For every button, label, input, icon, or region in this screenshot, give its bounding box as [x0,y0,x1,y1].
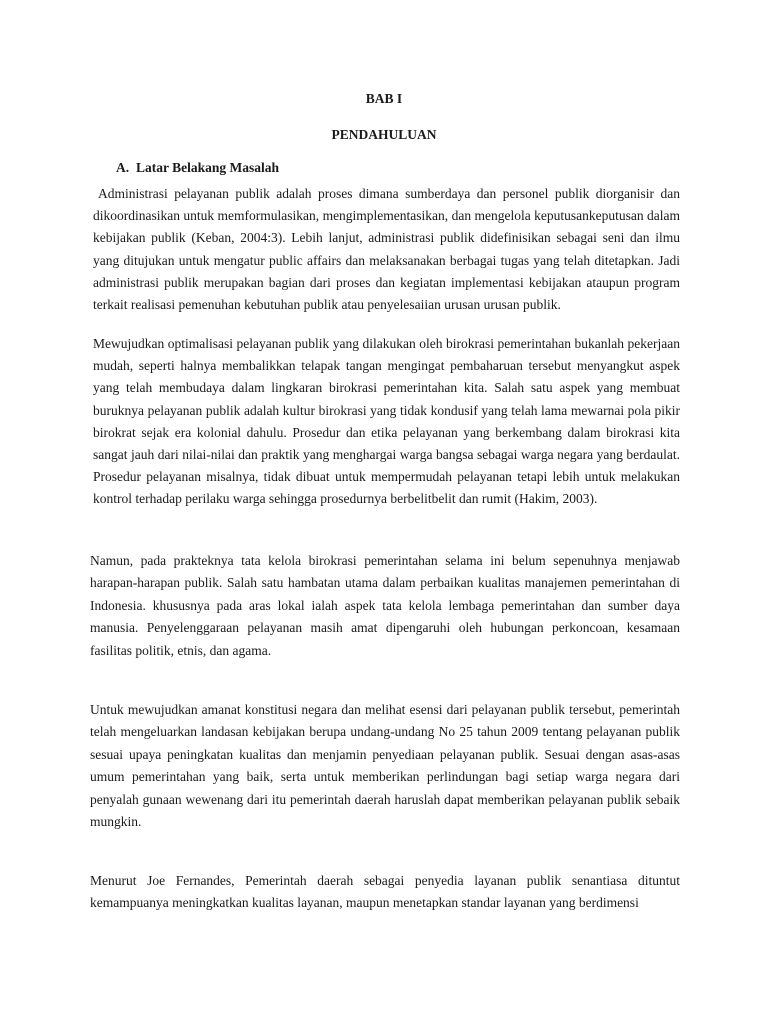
paragraph-4: Untuk mewujudkan amanat konstitusi negara dan melihat esensi dari pelayanan publik tersebut, pemerintah telah mengeluarkan landasan kebijakan berupa undang-undang No 25 tahun 2009 tentang pelayanan publik sesuai upaya peningkatan kualitas dan menjamin penyediaan pelayanan publik. Sesuai dengan asas-asas umum pemerintahan yang baik, serta untuk memberikan perlindungan bagi setiap warga negara dari penyalah gunaan wewenang dari itu pemerintah daerah haruslah dapat memberikan pelayanan publik sebaik mungkin. [90,702,680,830]
paragraph-5: Menurut Joe Fernandes, Pemerintah daerah sebagai penyedia layanan publik senantiasa dituntut kemampuanya meningkatkan kualitas layanan, maupun menetapkan standar layanan yang berdimensi [90,873,680,911]
section-marker: A. [116,160,130,175]
section-title: Latar Belakang Masalah [136,160,280,175]
paragraph-1: Administrasi pelayanan publik adalah proses dimana sumberdaya dan personel publik diorganisir dan dikoordinasikan untuk memformulasikan, mengimplementasikan, dan mengelola keputusankeputusan dalam kebijakan publik (Keban, 2004:3). Lebih lanjut, administrasi publik didefinisikan sebagai seni dan ilmu yang ditujukan untuk mengatur public affairs dan melaksanakan berbagai tugas yang telah ditetapkan. Jadi administrasi publik merupakan bagian dari proses dan kegiatan implementasi kebijakan ataupun program terkait realisasi pemenuhan kebutuhan publik atau penyelesaiian urusan urusan publik. [93,186,680,313]
paragraph-3: Namun, pada prakteknya tata kelola birokrasi pemerintahan selama ini belum sepenuhnya menjawab harapan-harapan publik. Salah satu hambatan utama dalam perbaikan kualitas manajemen pemerintahan di Indonesia. khususnya pada aras lokal ialah aspek tata kelola lembaga pemerintahan dan sumber daya manusia. Penyelenggaraan pelayanan masih amat dipengaruhi oleh hubungan perkoncoan, kesamaan fasilitas politik, etnis, dan agama. [90,553,680,658]
chapter-title: PENDAHULUAN [331,127,437,142]
chapter-number: BAB I [365,91,403,106]
section-heading [116,160,279,176]
paragraph-2: Mewujudkan optimalisasi pelayanan publik yang dilakukan oleh birokrasi pemerintahan bukanlah pekerjaan mudah, seperti halnya membalikkan telapak tangan mengingat pembaharuan tersebut menyangkut aspek yang telah membudaya dalam lingkaran birokrasi pemerintahan kita. Salah satu aspek yang membuat buruknya pelayanan publik adalah kultur birokrasi yang tidak kondusif yang telah lama mewarnai pola pikir birokrat sejak era kolonial dahulu. Prosedur dan etika pelayanan yang berkembang dalam birokrasi kita sangat jauh dari nilai-nilai dan praktik yang menghargai warga bangsa sebagai warga negara yang berdaulat. Prosedur pelayanan misalnya, tidak dibuat untuk mempermudah pelayanan tetapi lebih untuk melakukan kontrol terhadap perilaku warga sehingga prosedurnya berbelitbelit dan rumit (Hakim, 2003). [93,336,680,507]
